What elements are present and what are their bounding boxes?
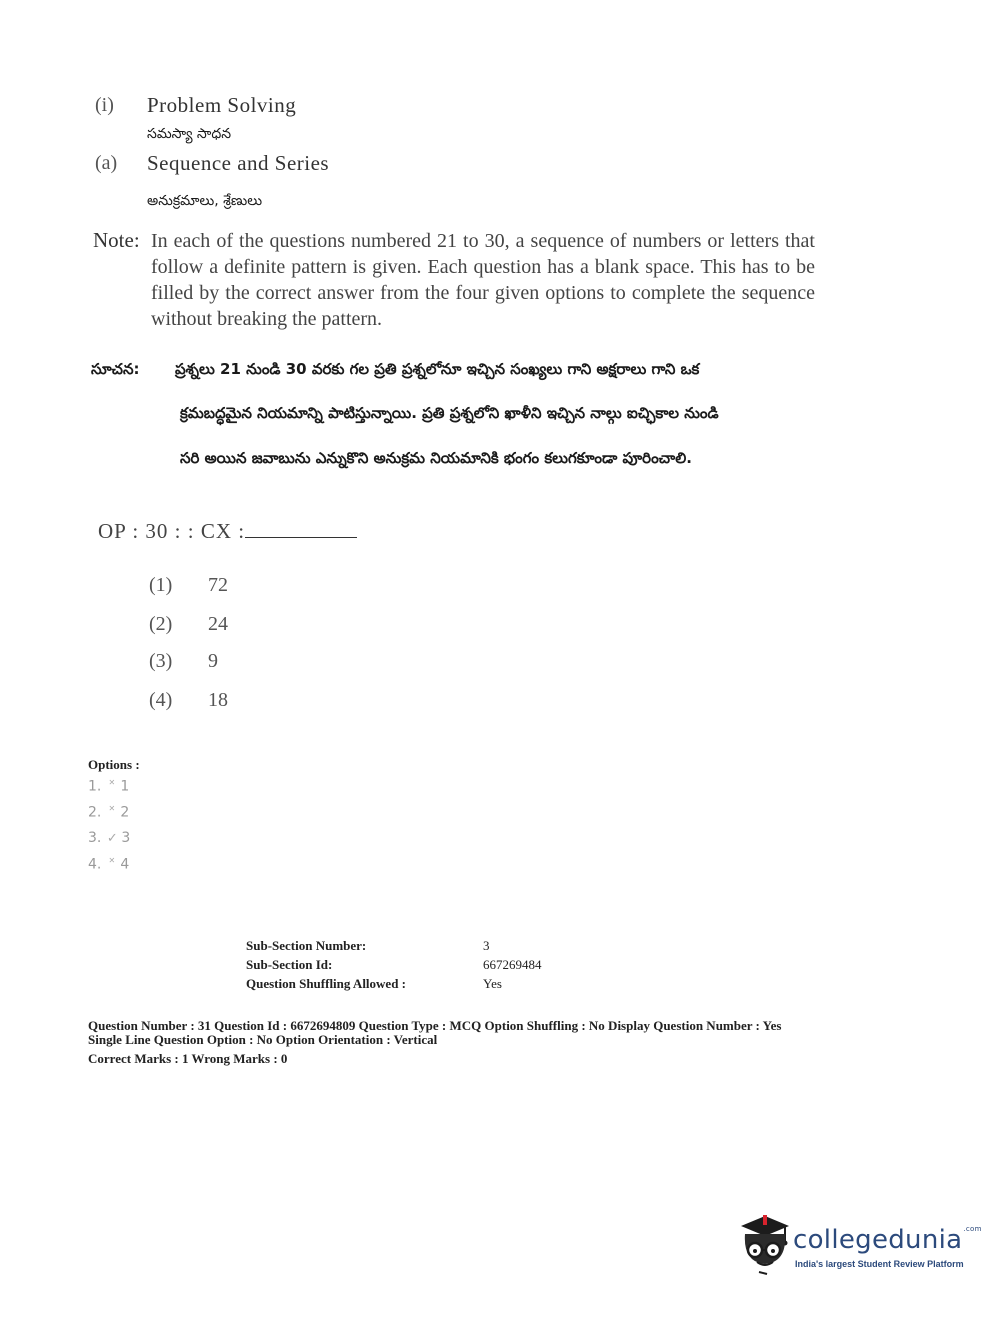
logo-suffix: .com [963,1225,982,1233]
note-body: In each of the questions numbered 21 to 30, a sequence of numbers or letters that follow a definite pattern is given. Each question has a blank space. This has to be filled by the correct answer from the four given options to complete the sequence without breaking the pattern. [151,230,815,330]
section-title-sequence-series: Sequence and Series [147,151,330,175]
option-label: 4 [120,856,130,873]
answer-blank [245,517,357,538]
section-title-problem-solving: Problem Solving [147,93,297,117]
option-label: 3 [121,830,131,846]
suchana-label: సూచన: [91,360,140,378]
option-row-3 [88,830,130,846]
option-index: 4. [88,856,102,873]
cross-icon: ✕ [108,804,116,813]
option-row-2 [88,804,129,821]
collegedunia-tagline: India's largest Student Review Platform [795,1259,964,1269]
suchana-line-3: సరి అయిన జవాబును ఎన్నుకొని అనుక్రమ నియమానికి భంగం కలుగకూండా పూరించాలి. [180,449,692,467]
subsection-id-value: 667269484 [483,957,542,972]
answer-value: 18 [208,689,228,711]
question-shuffling-label: Question Shuffling Allowed : [246,976,407,991]
answer-value: 24 [208,613,228,635]
answer-number: (1) [149,574,173,596]
subsection-id-label: Sub-Section Id: [246,957,333,972]
question-text [98,517,357,544]
check-icon: ✓ [106,831,118,846]
option-label: 2 [120,804,130,821]
question-shuffling-value: Yes [483,976,502,991]
collegedunia-wordmark [793,1225,982,1255]
section-telugu-sequence-series: అనుక్రమాలు, శ్రేణులు [147,193,263,209]
answer-number: (2) [149,613,173,635]
option-index: 3. [88,830,102,846]
answer-value: 9 [208,650,218,672]
suchana-line-1: ప్రశ్నలు 21 నుండి 30 వరకు గల ప్రతి ప్రశ్నలోనూ ఇచ్చిన సంఖ్యలు గాని అక్షరాలు గాని ఒక [175,360,700,378]
option-row-4 [88,856,129,873]
option-index: 2. [88,804,102,821]
logo-name: collegedunia [793,1225,963,1255]
section-telugu-problem-solving: సమస్యా సాధన [147,126,232,142]
answer-number: (4) [149,689,173,711]
question-meta-line-3: Correct Marks : 1 Wrong Marks : 0 [88,1051,288,1066]
note-label: Note: [93,228,140,252]
option-row-1 [88,778,129,795]
answer-number: (3) [149,650,173,672]
subsection-number-label: Sub-Section Number: [246,938,367,953]
suchana-line-2: క్రమబద్ధమైన నియమాన్ని పాటిస్తున్నాయి. ప్రతి ప్రశ్నలోని ఖాళీని ఇచ్చిన నాల్గు ఐచ్ఛికాల నుండి [180,404,719,422]
question-meta-line-1: Question Number : 31 Question Id : 6672694809 Question Type : MCQ Option Shuffling : No Display Question Number : Yes [88,1018,782,1033]
cross-icon: ✕ [108,778,116,787]
question-meta-line-2: Single Line Question Option : No Option Orientation : Vertical [88,1032,438,1047]
section-number-a: (a) [95,152,118,174]
option-label: 1 [120,778,130,795]
options-heading: Options : [88,757,140,772]
option-index: 1. [88,778,102,795]
note-text [151,228,815,332]
answer-value: 72 [208,574,228,596]
cross-icon: ✕ [108,856,116,865]
section-number-i: (i) [95,94,114,116]
collegedunia-mascot-icon [735,1212,795,1278]
question-stem: OP : 30 : : CX : [98,519,246,543]
subsection-number-value: 3 [483,938,490,953]
